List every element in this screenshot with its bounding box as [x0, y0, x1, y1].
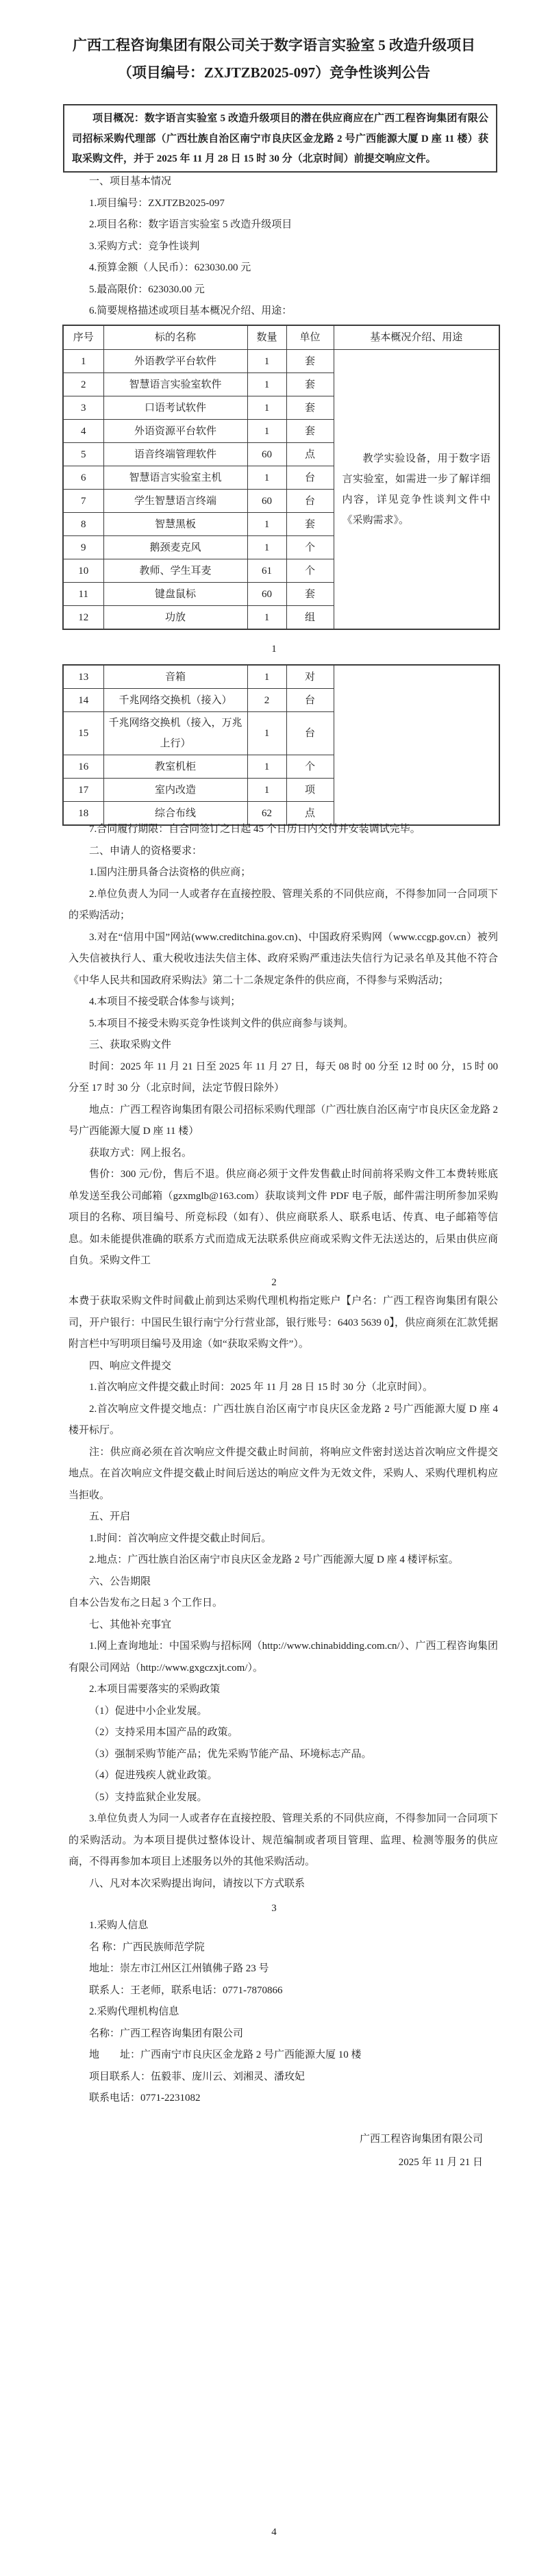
- table-row: [63, 350, 499, 373]
- table-cell: 14: [63, 689, 103, 712]
- table-cell: 智慧语言实验室主机: [103, 466, 247, 490]
- signature-company: 广西工程咨询集团有限公司: [359, 2134, 483, 2145]
- paragraph: 本费于获取采购文件时间截止前到达采购代理机构指定账户【户名：广西工程咨询集团有限公司，开户银行：中国民生银行南宁分行营业部，银行账号：6403 5639 0】，供应商须在汇款凭据附言栏中写明项目编号及用途（如“获取采购文件”）。: [68, 1296, 498, 1350]
- table-cell: 1: [247, 420, 286, 443]
- table-cell: 1: [247, 536, 286, 559]
- paragraph: 1.网上查询地址：中国采购与招标网（http://www.chinabidding.com.cn/）、广西工程咨询集团有限公司网站（http://www.gxgczxjt.com/）。: [68, 1641, 498, 1674]
- table-cell: 60: [247, 443, 286, 466]
- table-cell: 1: [247, 466, 286, 490]
- table-cell: 台: [286, 689, 334, 712]
- table-cell: 套: [286, 373, 334, 396]
- items-table-page1: [62, 325, 500, 630]
- paragraph: 2.单位负责人为同一人或者存在直接控股、管理关系的不同供应商，不得参加同一合同项下的采购活动；: [68, 888, 498, 921]
- table-cell: 口语考试软件: [103, 396, 247, 420]
- table-cell: 点: [286, 802, 334, 826]
- table-cell: 台: [286, 712, 334, 755]
- paragraph: 地点：广西工程咨询集团有限公司招标采购代理部（广西壮族自治区南宁市良庆区金龙路 2 号广西能源大厦 D 座 11 楼）: [68, 1104, 498, 1137]
- table-cell: 个: [286, 755, 334, 779]
- paragraph: 地址：崇左市江州区江州镇佛子路 23 号: [89, 1963, 269, 1974]
- page-number-1: 1: [271, 644, 277, 655]
- paragraph: 4.本项目不接受联合体参与谈判；: [89, 996, 241, 1007]
- paragraph: 7.合同履行期限：自合同签订之日起 45 个日历日内交付并安装调试完毕。: [89, 824, 421, 835]
- column-header-qty: 数量: [247, 325, 286, 350]
- table-cell: 套: [286, 420, 334, 443]
- paragraph: 时间：2025 年 11 月 21 日至 2025 年 11 月 27 日，每天 08 时 00 分至 12 时 00 分，15 时 00 分至 17 时 30 分（北京时间，法定节假日除外）: [68, 1061, 498, 1094]
- page2-body: [68, 819, 498, 1272]
- table-cell: 综合布线: [103, 802, 247, 826]
- section-heading: 六、公告期限: [89, 1576, 151, 1587]
- overview-box: [63, 104, 497, 173]
- table-cell: 套: [286, 513, 334, 536]
- paragraph: （1）促进中小企业发展。: [89, 1705, 208, 1717]
- table-merged-description-empty: [334, 665, 499, 825]
- table-cell: 2: [247, 689, 286, 712]
- paragraph: 售价：300 元/份，售后不退。供应商必须于文件发售截止时间前将采购文件工本费转账底单发送至我公司邮箱（gzxmglb@163.com）获取谈判文件 PDF 电子版，邮件需注明所参加采购项目的名称、项目编号、所竞标段（如有）、供应商联系人、联系电话、传真、电子邮箱等信息。如未能提供准确的联系方式而造成无法联系供应商或采购文件无法送达的，后果由供应商自负。采购文件工: [68, 1169, 498, 1266]
- table-cell: 台: [286, 490, 334, 513]
- paragraph: 1.采购人信息: [89, 1920, 149, 1931]
- section-heading: 三、获取采购文件: [89, 1039, 172, 1050]
- paragraph: 1.项目编号：ZXJTZB2025-097: [89, 197, 225, 209]
- page4-body: [68, 1915, 498, 2110]
- table-cell: 62: [247, 802, 286, 826]
- table-cell: 16: [63, 755, 103, 779]
- table-cell: 1: [247, 373, 286, 396]
- table-cell: 60: [247, 583, 286, 606]
- table-cell: 5: [63, 443, 103, 466]
- table-cell: 外语教学平台软件: [103, 350, 247, 373]
- paragraph: 项目联系人：伍毅菲、庞川云、刘湘灵、潘玫妃: [89, 2071, 306, 2082]
- paragraph: 2.首次响应文件提交地点：广西壮族自治区南宁市良庆区金龙路 2 号广西能源大厦 D 座 4 楼开标厅。: [68, 1403, 498, 1436]
- page3-body: [68, 1291, 498, 1895]
- table-row: [63, 665, 499, 689]
- overview-text: 项目概况：数字语言实验室 5 改造升级项目的潜在供应商应在广西工程咨询集团有限公司招标采购代理部（广西壮族自治区南宁市良庆区金龙路 2 号广西能源大厦 D 座 11 楼）获取采购文件，并于 2025 年 11 月 28 日 15 时 30 分（北京时间）前提交响应文件。: [72, 113, 488, 164]
- table-cell: 12: [63, 606, 103, 630]
- table-cell: 13: [63, 665, 103, 689]
- signature-block: [360, 2128, 483, 2174]
- section-heading: 一、项目基本情况: [89, 176, 172, 187]
- paragraph: 名 称：广西民族师范学院: [89, 1941, 205, 1953]
- table-cell: 台: [286, 466, 334, 490]
- table-cell: 15: [63, 712, 103, 755]
- table-cell: 1: [247, 665, 286, 689]
- section-heading: 八、凡对本次采购提出询问，请按以下方式联系: [89, 1878, 306, 1889]
- paragraph: 联系人：王老师，联系电话：0771-7870866: [89, 1984, 283, 1996]
- table-cell: 项: [286, 779, 334, 802]
- table-cell: 学生智慧语言终端: [103, 490, 247, 513]
- paragraph: 3.对在“信用中国”网站(www.creditchina.gov.cn)、中国政府采购网（www.ccgp.gov.cn）被列入失信被执行人、重大税收违法失信主体、政府采购严重违法失信行为记录名单及其他不符合《中华人民共和国政府采购法》第二十二条规定条件的供应商，不得参与采购活动；: [68, 931, 498, 986]
- table-cell: 1: [247, 350, 286, 373]
- paragraph: 名称：广西工程咨询集团有限公司: [89, 2028, 244, 2039]
- table-cell: 6: [63, 466, 103, 490]
- table-cell: 教室机柜: [103, 755, 247, 779]
- section-heading: 二、申请人的资格要求：: [89, 845, 203, 857]
- table-cell: 1: [247, 396, 286, 420]
- table-cell: 对: [286, 665, 334, 689]
- table-cell: 套: [286, 350, 334, 373]
- table-cell: 点: [286, 443, 334, 466]
- section-heading: 四、响应文件提交: [89, 1360, 172, 1372]
- page-number-4: 4: [271, 2527, 277, 2538]
- table-cell: 1: [247, 779, 286, 802]
- paragraph: 1.时间：首次响应文件提交截止时间后。: [89, 1532, 272, 1544]
- items-table-page2: [62, 664, 500, 826]
- table-cell: 1: [247, 606, 286, 630]
- table-cell: 2: [63, 373, 103, 396]
- table-cell: 1: [247, 755, 286, 779]
- table-cell: 组: [286, 606, 334, 630]
- table-cell: 11: [63, 583, 103, 606]
- table-merged-description: 教学实验设备，用于数字语言实验室，如需进一步了解详细内容，详见竞争性谈判文件中《采购需求》。: [334, 350, 499, 630]
- section-heading: 七、其他补充事宜: [89, 1619, 172, 1630]
- column-header-unit: 单位: [286, 325, 334, 350]
- table-cell: 9: [63, 536, 103, 559]
- paragraph: （2）支持采用本国产品的政策。: [89, 1727, 238, 1738]
- table-cell: 1: [247, 712, 286, 755]
- table-cell: 17: [63, 779, 103, 802]
- paragraph: 3.单位负责人为同一人或者存在直接控股、管理关系的不同供应商，不得参加同一合同项下的采购活动。为本项目提供过整体设计、规范编制或者项目管理、监理、检测等服务的供应商，不得再参加本项目上述服务以外的其他采购活动。: [68, 1813, 498, 1867]
- table-cell: 1: [63, 350, 103, 373]
- paragraph: 5.本项目不接受未购买竞争性谈判文件的供应商参与谈判。: [89, 1018, 354, 1029]
- paragraph: （3）强制采购节能产品；优先采购节能产品、环境标志产品。: [89, 1748, 372, 1760]
- table-cell: 4: [63, 420, 103, 443]
- page-number-3: 3: [271, 1903, 277, 1914]
- paragraph: 1.首次响应文件提交截止时间：2025 年 11 月 28 日 15 时 30 分（北京时间）。: [89, 1382, 433, 1393]
- table-cell: 1: [247, 513, 286, 536]
- table-header-row: [63, 325, 499, 350]
- paragraph: 5.最高限价：623030.00 元: [89, 283, 205, 295]
- paragraph: 注：供应商必须在首次响应文件提交截止时间前，将响应文件密封送达首次响应文件提交地点。在首次响应文件提交截止时间后送达的响应文件为无效文件，采购人、采购代理机构应当拒收。: [68, 1446, 498, 1501]
- page-title-line2: （项目编号：ZXJTZB2025-097）竞争性谈判公告: [117, 64, 431, 81]
- table-cell: 8: [63, 513, 103, 536]
- table-cell: 61: [247, 559, 286, 583]
- column-header-desc: 基本概况介绍、用途: [334, 325, 499, 350]
- section-heading: 五、开启: [89, 1511, 131, 1522]
- paragraph: 2.本项目需要落实的采购政策: [89, 1684, 221, 1695]
- table-cell: 外语资源平台软件: [103, 420, 247, 443]
- table-cell: 7: [63, 490, 103, 513]
- table-cell: 千兆网络交换机（接入）: [103, 689, 247, 712]
- paragraph: 4.预算金额（人民币）：623030.00 元: [89, 262, 251, 273]
- table-cell: 鹅颈麦克风: [103, 536, 247, 559]
- paragraph: 3.采购方式：竞争性谈判: [89, 240, 200, 252]
- table-cell: 3: [63, 396, 103, 420]
- column-header-no: 序号: [63, 325, 103, 350]
- paragraph: 1.国内注册具备合法资格的供应商；: [89, 867, 251, 878]
- signature-date: 2025 年 11 月 21 日: [398, 2156, 483, 2168]
- paragraph: 2.采购代理机构信息: [89, 2006, 179, 2017]
- table-cell: 个: [286, 559, 334, 583]
- paragraph: 联系电话：0771-2231082: [89, 2093, 201, 2104]
- column-header-name: 标的名称: [103, 325, 247, 350]
- table-cell: 60: [247, 490, 286, 513]
- section-basic-info: [68, 171, 498, 323]
- page-title: [0, 31, 548, 86]
- table-cell: 千兆网络交换机（接入，万兆上行）: [103, 712, 247, 755]
- table-cell: 智慧黑板: [103, 513, 247, 536]
- page-number-2: 2: [271, 1277, 277, 1288]
- page-title-line1: 广西工程咨询集团有限公司关于数字语言实验室 5 改造升级项目: [73, 37, 475, 53]
- paragraph: 2.项目名称：数字语言实验室 5 改造升级项目: [89, 219, 292, 230]
- paragraph: 自本公告发布之日起 3 个工作日。: [68, 1598, 223, 1608]
- table-cell: 语音终端管理软件: [103, 443, 247, 466]
- table-cell: 键盘鼠标: [103, 583, 247, 606]
- paragraph: 获取方式：网上报名。: [89, 1147, 192, 1159]
- table-cell: 智慧语言实验室软件: [103, 373, 247, 396]
- table-cell: 教师、学生耳麦: [103, 559, 247, 583]
- table-cell: 功放: [103, 606, 247, 630]
- paragraph: （4）促进残疾人就业政策。: [89, 1770, 218, 1781]
- table-cell: 个: [286, 536, 334, 559]
- table-cell: 音箱: [103, 665, 247, 689]
- paragraph: 地 址：广西南宁市良庆区金龙路 2 号广西能源大厦 10 楼: [89, 2049, 362, 2060]
- paragraph: （5）支持监狱企业发展。: [89, 1791, 208, 1803]
- table-cell: 套: [286, 396, 334, 420]
- paragraph: 6.简要规格描述或项目基本概况介绍、用途：: [89, 305, 292, 316]
- table-cell: 套: [286, 583, 334, 606]
- table-cell: 10: [63, 559, 103, 583]
- table-cell: 18: [63, 802, 103, 826]
- table-cell: 室内改造: [103, 779, 247, 802]
- paragraph: 2.地点：广西壮族自治区南宁市良庆区金龙路 2 号广西能源大厦 D 座 4 楼评标室。: [89, 1554, 459, 1565]
